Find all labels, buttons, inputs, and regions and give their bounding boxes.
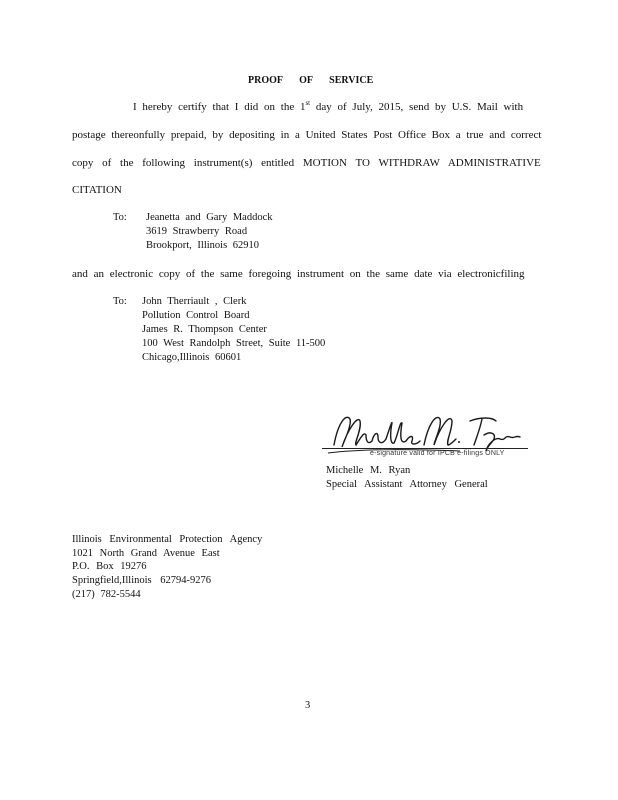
recipient-1-city: Brookport, Illinois 62910 <box>146 240 260 251</box>
document-title: PROOF OF SERVICE <box>248 75 374 86</box>
recipient-1-to-label: To: <box>113 212 127 223</box>
recipient-2-city: Chicago,Illinois 60601 <box>142 352 242 363</box>
electronic-copy-line: and an electronic copy of the same foregoing instrument on the same date via electronicfiling <box>72 268 525 280</box>
signature-line <box>322 448 528 449</box>
paragraph-line-1-text-b: day of July, 2015, send by U.S. Mail with <box>310 101 524 113</box>
agency-po-box: P.O. Box 19276 <box>72 561 147 572</box>
agency-street: 1021 North Grand Avenue East <box>72 548 220 559</box>
paragraph-line-1 <box>133 101 523 113</box>
recipient-2-street: 100 West Randolph Street, Suite 11-500 <box>142 338 326 349</box>
agency-name: Illinois Environmental Protection Agency <box>72 534 263 545</box>
paragraph-line-3: copy of the following instrument(s) entitled MOTION TO WITHDRAW ADMINISTRATIVE <box>72 157 541 169</box>
paragraph-line-4: CITATION <box>72 184 122 196</box>
ordinal-superscript: st <box>305 99 311 107</box>
recipient-2-building: James R. Thompson Center <box>142 324 267 335</box>
recipient-2-to-label: To: <box>113 296 127 307</box>
recipient-1-name: Jeanetta and Gary Maddock <box>146 212 273 223</box>
recipient-2-name: John Therriault , Clerk <box>142 296 247 307</box>
agency-city: Springfield,Illinois 62794-9276 <box>72 575 211 586</box>
recipient-1-street: 3619 Strawberry Road <box>146 226 248 237</box>
paragraph-line-1-text-a: I hereby certify that I did on the 1 <box>133 101 306 113</box>
signer-title: Special Assistant Attorney General <box>326 479 488 490</box>
agency-phone: (217) 782-5544 <box>72 589 141 600</box>
esignature-caption: e-signature valid for IPCB e-filings ONLY <box>370 450 505 457</box>
page-number: 3 <box>305 700 311 711</box>
paragraph-line-2: postage thereonfully prepaid, by depositing in a United States Post Office Box a true and correct <box>72 129 542 141</box>
recipient-2-org: Pollution Control Board <box>142 310 250 321</box>
signer-name: Michelle M. Ryan <box>326 465 411 476</box>
